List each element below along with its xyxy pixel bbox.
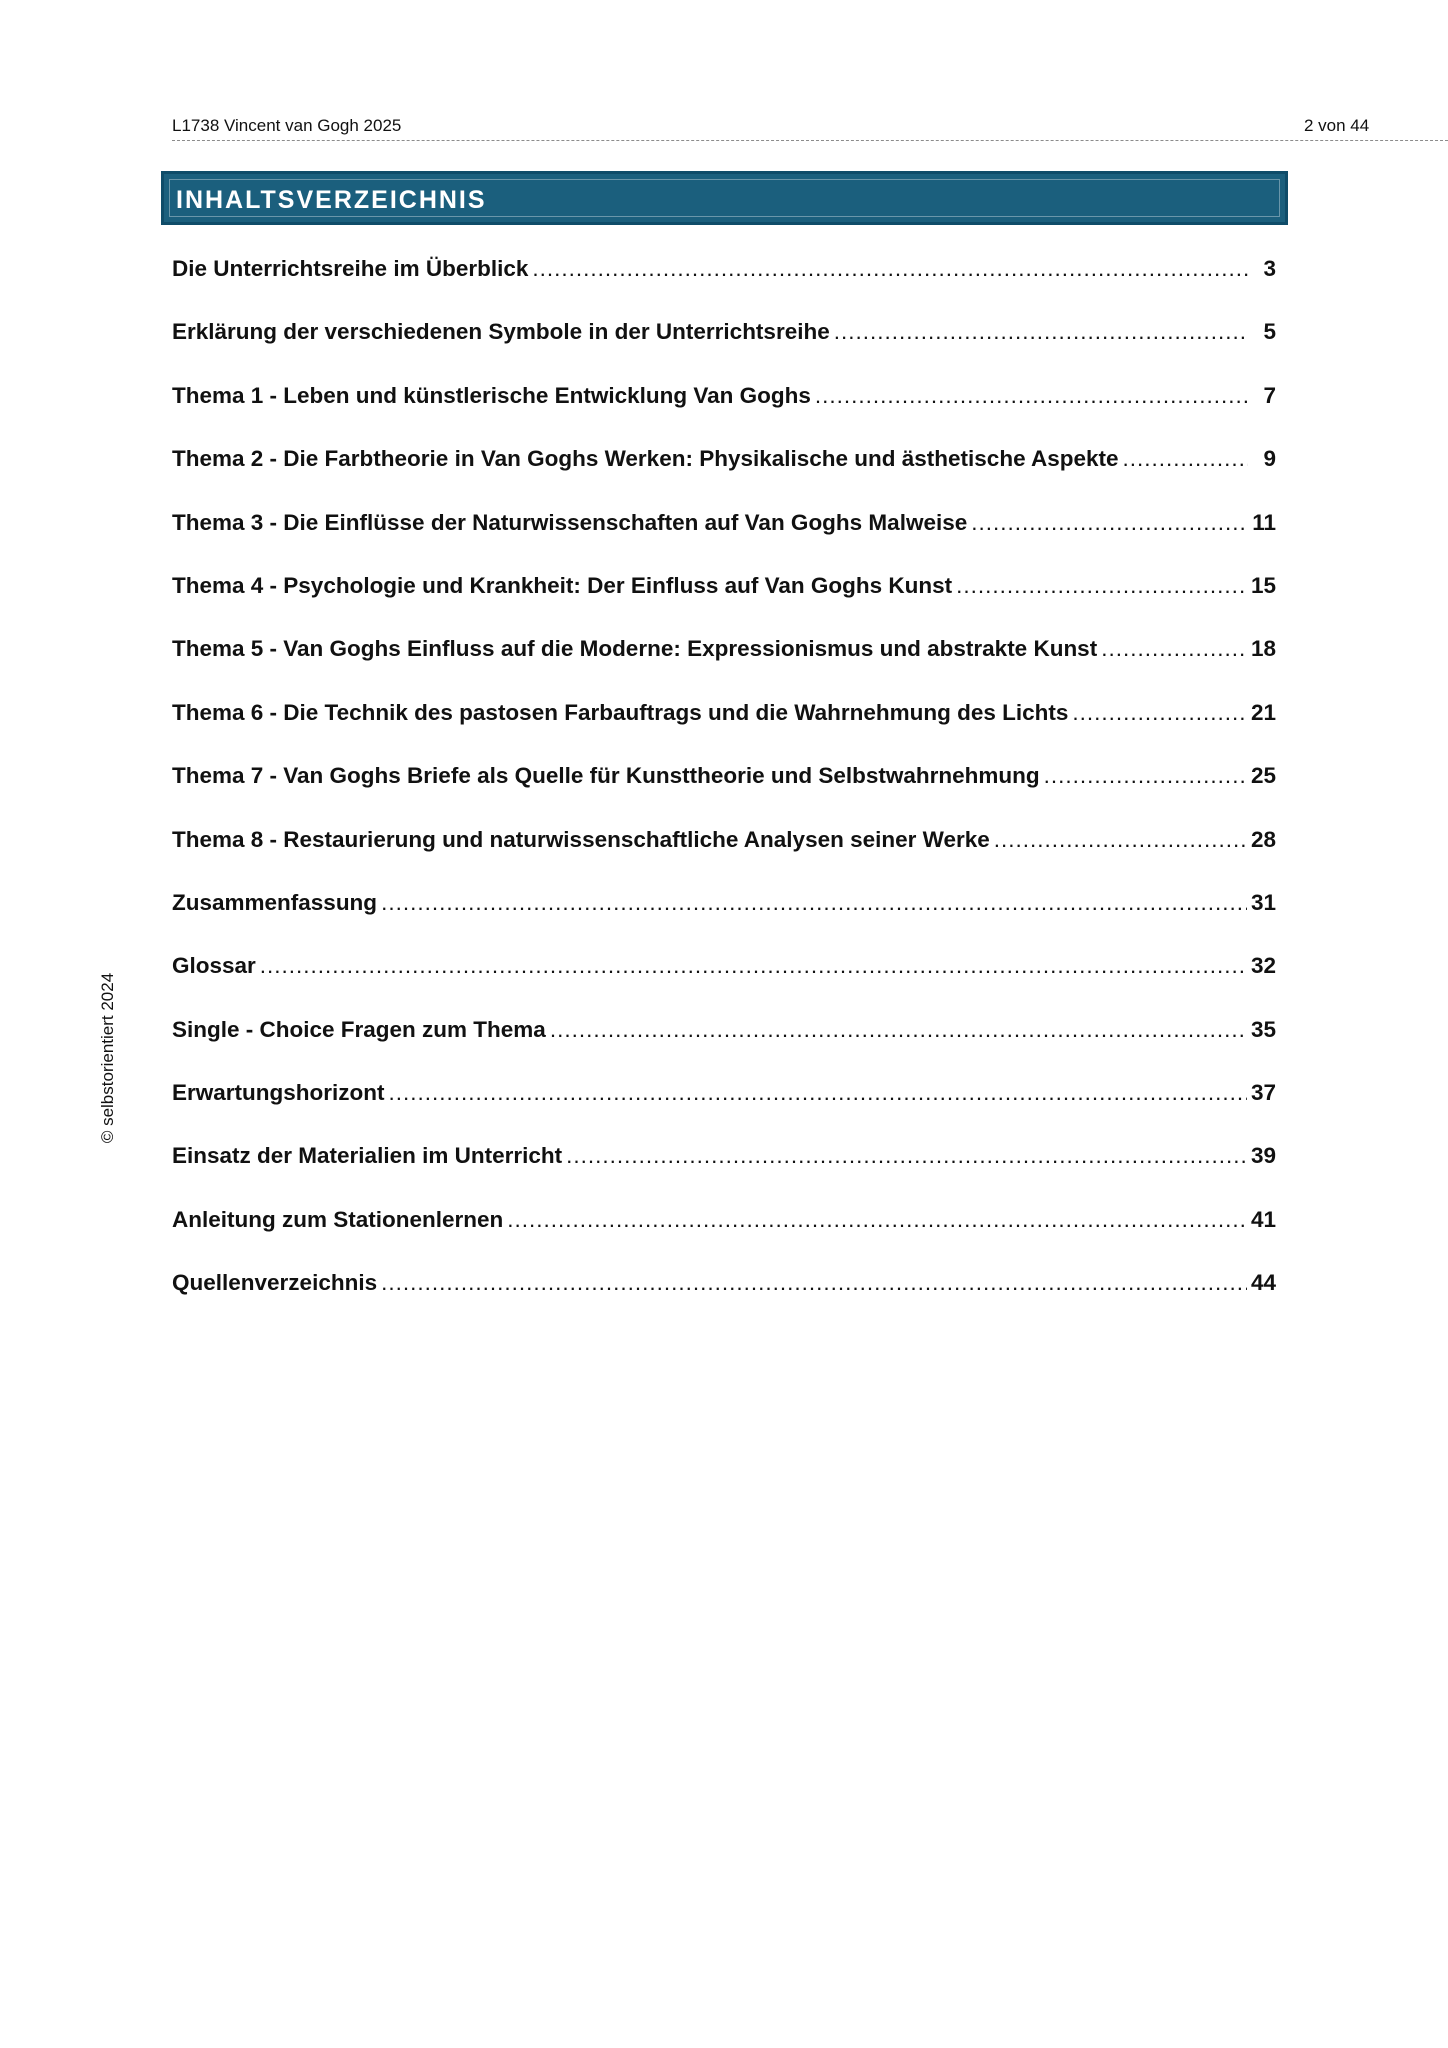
dot-leader [507,1203,1247,1237]
toc-entry-page: 41 [1250,1206,1276,1232]
toc-entry[interactable] [172,252,1276,315]
toc-entry-title: Thema 5 - Van Goghs Einfluss auf die Moderne: Expressionismus und abstrakte Kunst [172,636,1098,662]
dot-leader [815,379,1248,413]
dot-leader [1044,759,1247,793]
dot-leader [532,252,1248,286]
toc-entry-page: 9 [1263,446,1276,472]
copyright-text: © selbstorientiert 2024 [98,972,117,1144]
page-number: 2 von 44 [1304,116,1370,135]
toc-entry-page: 3 [1263,256,1276,281]
table-of-contents [172,252,1276,1330]
toc-entry-page: 25 [1250,763,1276,789]
toc-entry-title: Thema 3 - Die Einflüsse der Naturwissenschaften auf Van Goghs Malweise [172,509,968,535]
toc-entry-title: Die Unterrichtsreihe im Überblick [172,256,529,281]
toc-heading-text: INHALTSVERZEICHNIS [176,186,487,214]
toc-entry-page: 7 [1263,382,1276,408]
dot-leader [834,315,1248,349]
dot-leader [956,569,1247,603]
toc-entry-title: Thema 8 - Restaurierung und naturwissenschaftliche Analysen seiner Werke [172,826,990,852]
dot-leader [994,823,1247,857]
toc-entry-page: 39 [1250,1143,1276,1169]
toc-entry-title: Thema 1 - Leben und künstlerische Entwicklung Van Goghs [172,382,811,408]
toc-entry[interactable] [172,1203,1276,1266]
toc-entry-title: Anleitung zum Stationenlernen [172,1206,504,1232]
toc-entry[interactable] [172,379,1276,442]
dot-leader [381,1266,1247,1300]
toc-entry-title: Einsatz der Materialien im Unterricht [172,1143,563,1169]
toc-entry-page: 15 [1250,572,1276,598]
toc-entry-title: Zusammenfassung [172,889,378,915]
toc-entry[interactable] [172,1013,1276,1076]
toc-entry-title: Thema 2 - Die Farbtheorie in Van Goghs Werken: Physikalische und ästhetische Aspekte [172,446,1119,472]
toc-entry-title: Glossar [172,953,256,979]
toc-entry-page: 18 [1250,636,1276,662]
toc-entry-page: 37 [1250,1080,1276,1106]
toc-entry[interactable] [172,1076,1276,1139]
dot-leader [260,949,1247,983]
toc-entry-page: 35 [1250,1016,1276,1042]
toc-entry[interactable] [172,1266,1276,1329]
toc-entry-page: 5 [1263,319,1276,345]
toc-entry[interactable] [172,569,1276,632]
toc-entry-page: 28 [1250,826,1276,852]
toc-heading-banner [161,171,1288,225]
toc-entry[interactable] [172,632,1276,695]
toc-entry-title: Thema 4 - Psychologie und Krankheit: Der Einfluss auf Van Goghs Kunst [172,572,953,598]
toc-entry-page: 21 [1250,699,1276,725]
toc-entry-title: Thema 7 - Van Goghs Briefe als Quelle für Kunsttheorie und Selbstwahrnehmung [172,763,1040,789]
toc-entry-page: 31 [1250,889,1276,915]
toc-entry-page: 44 [1250,1270,1276,1296]
dot-leader [1101,632,1247,666]
toc-entry[interactable] [172,1139,1276,1202]
toc-entry[interactable] [172,886,1276,949]
dot-leader [971,506,1248,540]
dot-leader [1072,696,1247,730]
document-title: L1738 Vincent van Gogh 2025 [172,116,402,135]
dot-leader [550,1013,1247,1047]
toc-entry[interactable] [172,823,1276,886]
toc-entry[interactable] [172,759,1276,822]
toc-entry-title: Single - Choice Fragen zum Thema [172,1016,546,1042]
page-header [172,116,1448,141]
dot-leader [1123,442,1248,476]
toc-entry-title: Erklärung der verschiedenen Symbole in der Unterrichtsreihe [172,319,830,345]
toc-entry[interactable] [172,696,1276,759]
dot-leader [389,1076,1247,1110]
toc-entry-title: Thema 6 - Die Technik des pastosen Farbauftrags und die Wahrnehmung des Lichts [172,699,1069,725]
toc-entry-page: 11 [1252,509,1276,535]
toc-entry-page: 32 [1250,953,1276,979]
toc-entry[interactable] [172,315,1276,378]
toc-entry[interactable] [172,506,1276,569]
toc-entry-title: Quellenverzeichnis [172,1270,378,1296]
dot-leader [566,1139,1247,1173]
toc-entry-title: Erwartungshorizont [172,1080,385,1106]
toc-entry[interactable] [172,442,1276,505]
dot-leader [381,886,1247,920]
toc-entry[interactable] [172,949,1276,1012]
